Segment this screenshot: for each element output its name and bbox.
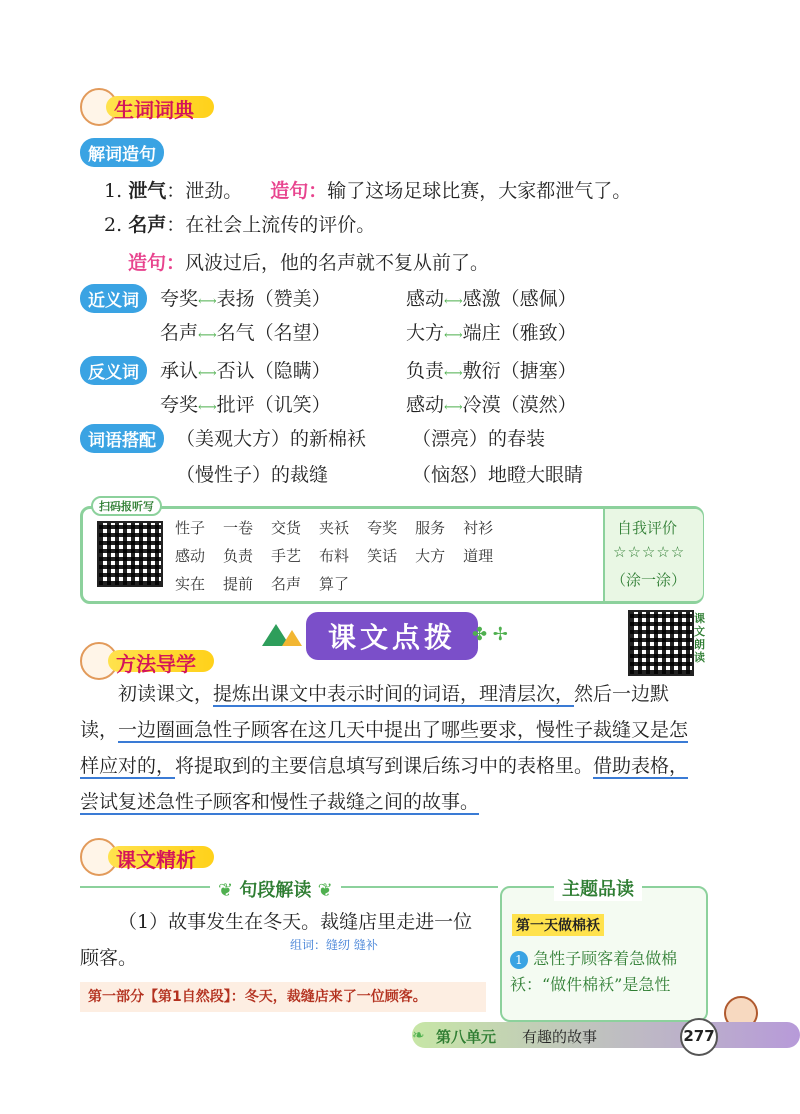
paragraph-text: 故事发生在冬天。裁缝店里走进一位顾客。 — [80, 911, 473, 969]
vocab-row-3: 实在 提前 名声 算了 — [175, 575, 350, 593]
double-arrow-icon: ⟷ — [198, 294, 217, 309]
page-number: 277 — [680, 1018, 718, 1056]
method-section-title: 方法导学 — [116, 652, 196, 676]
mountain-decoration-icon — [282, 630, 302, 646]
analysis-paragraph — [80, 904, 486, 976]
lesson-banner-title: 课文点拨 — [306, 612, 478, 660]
tag-antonyms: 反义词 — [80, 356, 147, 385]
theme-num-badge: 1 — [510, 951, 528, 969]
word: 大方 — [406, 322, 445, 344]
dictation-scan-box — [80, 500, 704, 604]
word: 敷衍（搪塞） — [462, 360, 577, 382]
vocab-row-1: 性子 一卷 交货 夹袄 夸奖 服务 衬衫 — [175, 519, 494, 537]
word: 冷漠（漠然） — [462, 394, 577, 416]
word-note: 组词：缝纫 缝补 — [290, 938, 378, 952]
tag-explain: 解词造句 — [80, 138, 164, 167]
part-summary-note: 第一部分【第1自然段】：冬天，裁缝店来了一位顾客。 — [80, 982, 486, 1012]
item-word: 名声 — [128, 214, 167, 236]
day-label: 第一天做棉袄 — [512, 914, 604, 936]
word: 端庄（雅致） — [462, 322, 577, 344]
vocab-row-2: 感动 负责 手艺 布料 笑话 大方 道理 — [175, 547, 494, 565]
word: 承认 — [160, 360, 199, 382]
item-word: 泄气 — [128, 180, 167, 202]
item-num: 1. — [104, 180, 123, 202]
paragraph-number: （1） — [118, 911, 169, 933]
word: 感动 — [406, 288, 445, 310]
theme-text: 急性子顾客着急做棉袄：“做件棉袄”是急性 — [510, 949, 678, 994]
sentence-label: 造句： — [270, 180, 328, 202]
double-arrow-icon: ⟷ — [198, 400, 217, 415]
double-arrow-icon: ⟷ — [444, 328, 463, 343]
word: 名气（名望） — [216, 322, 331, 344]
theme-panel — [500, 879, 708, 1022]
self-evaluation-box — [603, 509, 703, 601]
dictation-qr-code[interactable] — [97, 521, 163, 587]
synonym-row-1-right — [406, 284, 577, 311]
word: 感激（感佩） — [462, 288, 577, 310]
vocab-item-1 — [104, 176, 631, 203]
vocab-item-2-sentence — [128, 248, 489, 275]
double-arrow-icon: ⟷ — [444, 366, 463, 381]
sprout-decoration-icon: ✤ ✢ — [472, 624, 508, 645]
antonym-row-2-right — [406, 390, 577, 417]
vocab-item-2 — [104, 210, 375, 237]
method-paragraph: 初读课文，提炼出课文中表示时间的词语，理清层次，然后一边默读，一边圈画急性子顾客在这几天中提出了哪些要求，慢性子裁缝又是怎样应对的，将提取到的主要信息填写到课后练习中的表格里。借助表格，尝试复述急性子顾客和慢性子裁缝之间的故事。 — [80, 683, 689, 813]
synonym-row-1 — [160, 284, 331, 311]
rating-stars[interactable]: ☆☆☆☆☆ — [613, 543, 686, 561]
antonym-row-1-right — [406, 356, 577, 383]
word: 表扬（赞美） — [216, 288, 331, 310]
collocation: （恼怒）地瞪大眼睛 — [412, 464, 584, 486]
double-arrow-icon: ⟷ — [444, 400, 463, 415]
lesson-reading-qr-code[interactable] — [628, 610, 694, 676]
scan-label: 扫码报听写 — [91, 496, 162, 516]
double-arrow-icon: ⟷ — [198, 328, 217, 343]
word: 名声 — [160, 322, 199, 344]
item-sentence: 风波过后，他的名声就不复从前了。 — [185, 252, 490, 274]
item-sentence: 输了这场足球比赛，大家都泄气了。 — [327, 180, 632, 202]
analysis-section-title: 课文精析 — [116, 848, 196, 872]
word: 夸奖 — [160, 394, 199, 416]
antonym-row-2 — [160, 390, 331, 417]
sentence-label: 造句： — [128, 252, 186, 274]
item-meaning: ：泄劲。 — [166, 180, 243, 202]
tag-synonyms: 近义词 — [80, 284, 147, 313]
unit-number: 第八单元 — [436, 1028, 497, 1046]
item-meaning: ：在社会上流传的评价。 — [166, 214, 376, 236]
right-panel-title: 主题品读 — [554, 875, 642, 901]
synonym-row-2-right — [406, 318, 577, 345]
vocab-section-title: 生词词典 — [114, 98, 194, 122]
word: 批评（讥笑） — [216, 394, 331, 416]
word: 否认（隐瞒） — [216, 360, 331, 382]
collocation: （慢性子）的裁缝 — [176, 464, 329, 486]
qr-side-label: 课文朗读 — [694, 612, 705, 664]
left-panel-title: ❦ 句段解读 ❦ — [210, 876, 341, 902]
antonym-row-1 — [160, 356, 331, 383]
collocation: （美观大方）的新棉袄 — [176, 428, 367, 450]
item-num: 2. — [104, 214, 123, 236]
synonym-row-2 — [160, 318, 331, 345]
leaf-icon: ❧ — [412, 1026, 425, 1044]
word: 夸奖 — [160, 288, 199, 310]
tag-collocation: 词语搭配 — [80, 424, 164, 453]
word: 感动 — [406, 394, 445, 416]
double-arrow-icon: ⟷ — [198, 366, 217, 381]
word: 负责 — [406, 360, 445, 382]
collocation: （漂亮）的春装 — [412, 428, 546, 450]
double-arrow-icon: ⟷ — [444, 294, 463, 309]
theme-item-1 — [510, 946, 700, 998]
unit-title: 有趣的故事 — [522, 1028, 598, 1046]
self-eval-title: 自我评价 — [617, 519, 678, 537]
self-eval-hint: （涂一涂） — [611, 571, 687, 589]
